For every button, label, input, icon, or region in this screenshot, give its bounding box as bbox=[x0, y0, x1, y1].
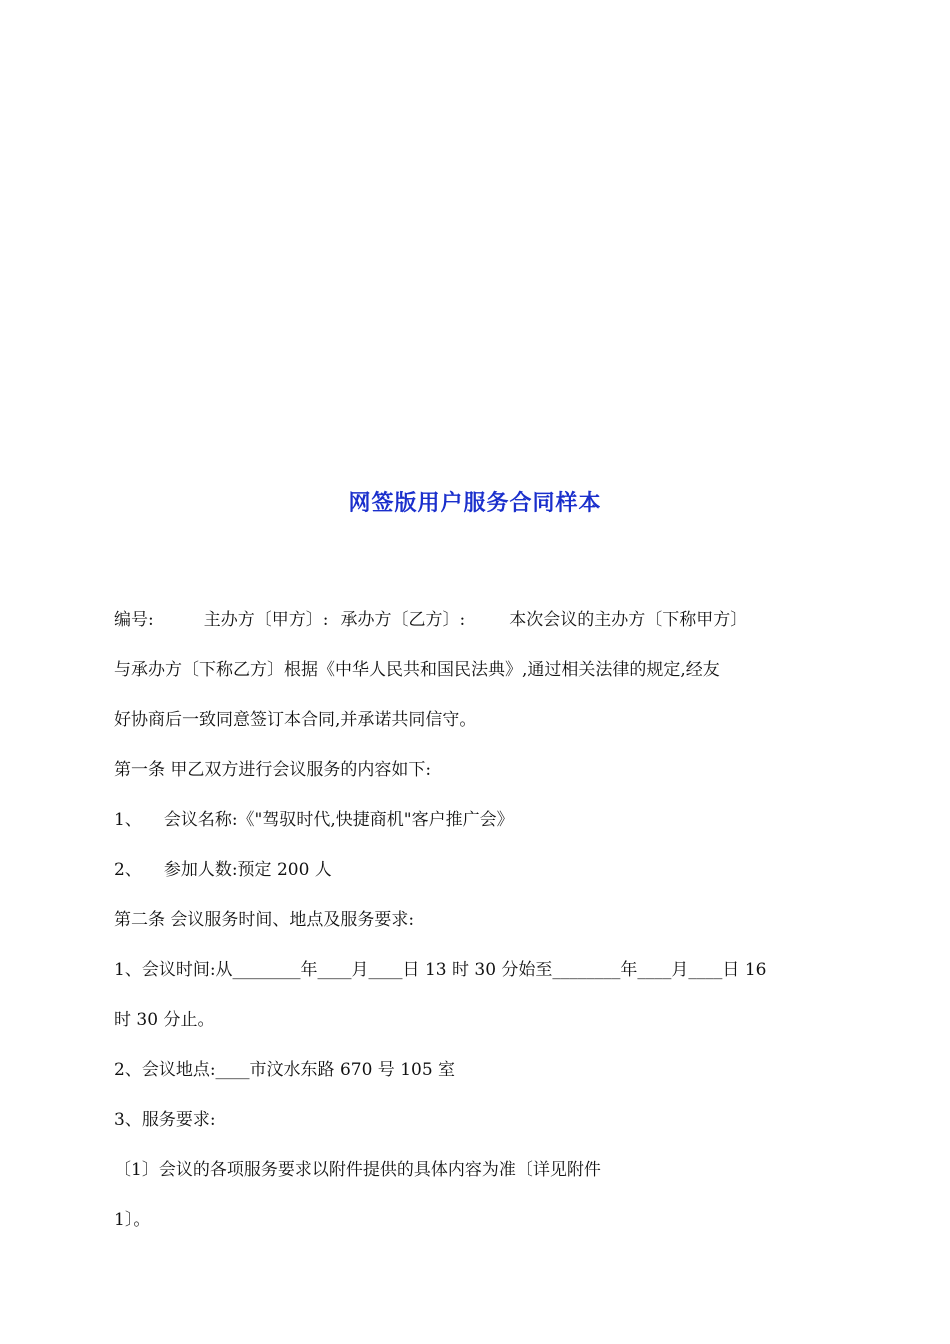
item-text: 参加人数:预定 200 人 bbox=[163, 860, 332, 880]
requirement-1-line-1: 〔1〕会议的各项服务要求以附件提供的具体内容为准〔详见附件 bbox=[114, 1160, 601, 1180]
party-a-label: 主办方〔甲方〕: bbox=[203, 610, 329, 630]
intro-line-3: 好协商后一致同意签订本合同,并承诺共同信守。 bbox=[114, 710, 477, 730]
list-item-meeting-name bbox=[114, 795, 514, 845]
intro-line-2: 与承办方〔下称乙方〕根据《中华人民共和国民法典》,通过相关法律的规定,经友 bbox=[114, 660, 720, 680]
serial-number-label: 编号: bbox=[114, 610, 154, 630]
party-b-label: 承办方〔乙方〕: bbox=[340, 610, 466, 630]
requirements-heading: 3、服务要求: bbox=[114, 1110, 216, 1130]
list-item-attendees bbox=[114, 845, 332, 895]
header-line bbox=[114, 595, 747, 645]
intro-start: 本次会议的主办方〔下称甲方〕 bbox=[509, 610, 748, 630]
meeting-time-line-1: 1、会议时间:从________年____月____日 13 时 30 分始至________年____月____日 16 bbox=[114, 960, 767, 980]
item-number: 2、 bbox=[114, 860, 142, 880]
meeting-location-line: 2、会议地点:____市汶水东路 670 号 105 室 bbox=[114, 1060, 456, 1080]
document-title: 网签版用户服务合同样本 bbox=[348, 490, 602, 516]
article-1-heading: 第一条 甲乙双方进行会议服务的内容如下: bbox=[114, 760, 432, 780]
item-number: 1、 bbox=[114, 810, 142, 830]
requirement-1-line-2: 1〕。 bbox=[114, 1210, 151, 1230]
article-2-heading: 第二条 会议服务时间、地点及服务要求: bbox=[114, 910, 415, 930]
item-text: 会议名称:《"驾驭时代,快捷商机"客户推广会》 bbox=[163, 810, 514, 830]
meeting-time-line-2: 时 30 分止。 bbox=[114, 1010, 215, 1030]
